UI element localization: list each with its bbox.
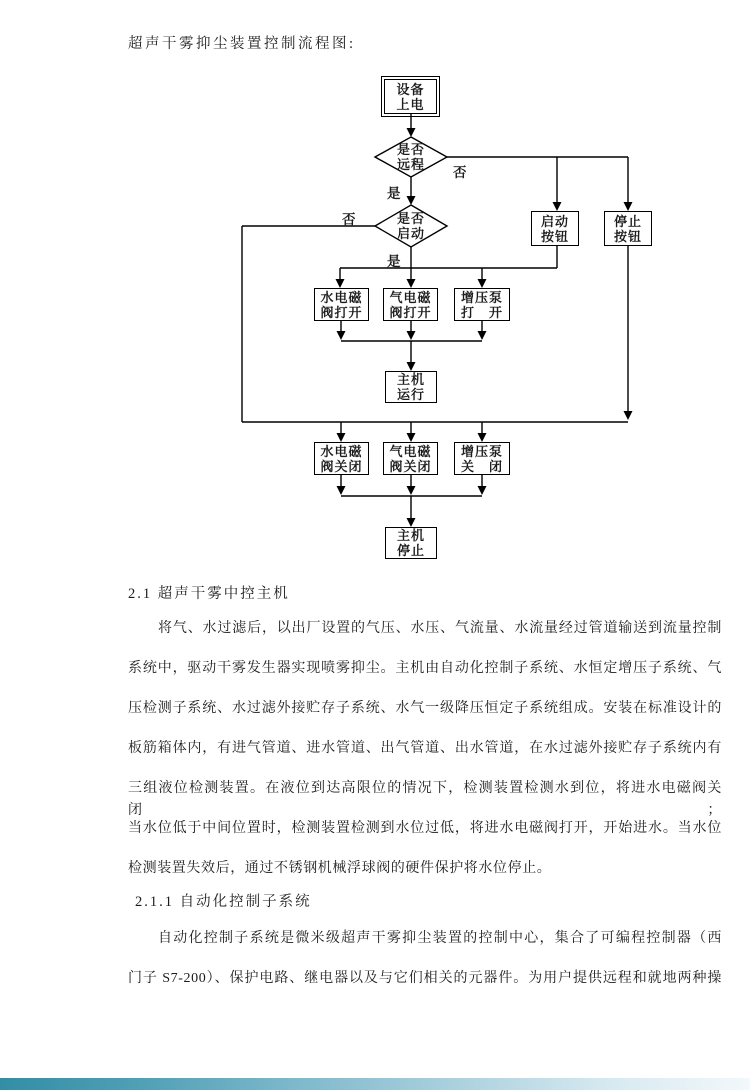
flowchart-node-gas-valve-open: [383, 288, 438, 321]
node-text: 按钮: [613, 228, 642, 244]
node-text: 增压泵: [460, 443, 503, 459]
node-text: 是否: [396, 211, 425, 226]
node-text: 阀关闭: [320, 458, 363, 474]
node-text: 阀打开: [320, 304, 363, 320]
branch-label-yes-start: 是: [387, 254, 401, 269]
flowchart-node-gas-valve-close: [383, 442, 438, 475]
node-text: 启动: [396, 226, 425, 241]
footer-gradient-bar: [0, 1078, 750, 1090]
node-text: 启动: [540, 213, 569, 229]
branch-label-yes-remote: 是: [387, 186, 401, 201]
node-text: 停止: [613, 213, 642, 229]
flowchart-node-host-run: [385, 371, 437, 403]
section-heading-2-1: 2.1 超声干雾中控主机: [128, 586, 290, 602]
flowchart-node-water-valve-open: [314, 288, 369, 321]
node-text: 按钮: [540, 228, 569, 244]
node-text: 运行: [396, 387, 425, 402]
flowchart-node-pump-open: [454, 288, 510, 321]
node-text: 上电: [396, 96, 425, 112]
node-text: 水电磁: [320, 443, 363, 459]
flowchart-node-host-stop: [385, 527, 437, 559]
node-text: 增压泵: [460, 289, 503, 305]
flowchart-decision-is-start: [381, 210, 441, 242]
flowchart-node-pump-close: [454, 442, 510, 475]
node-text: 主机: [396, 372, 425, 387]
paragraph-line: 将气、水过滤后，以出厂设置的气压、水压、气流量、水流量经过管道输送到流量控制: [158, 621, 722, 636]
node-text: 远程: [396, 157, 425, 172]
section-heading-2-1-1: 2.1.1 自动化控制子系统: [135, 894, 312, 910]
node-text: 关 闭: [460, 458, 503, 474]
node-text: 主机: [396, 528, 425, 543]
node-text: 气电磁: [389, 289, 432, 305]
flowchart-node-start-button: [531, 211, 579, 246]
node-text: 阀关闭: [389, 458, 432, 474]
node-text: 设备: [396, 81, 425, 97]
paragraph-line: 压检测子系统、水过滤外接贮存子系统、水气一级降压恒定子系统组成。安装在标准设计的: [128, 701, 722, 716]
node-text: 阀打开: [389, 304, 432, 320]
paragraph-line: 板筋箱体内，有进气管道、进水管道、出气管道、出水管道，在水过滤外接贮存子系统内有: [128, 741, 722, 756]
flowchart-node-water-valve-close: [314, 442, 369, 475]
branch-label-no-start: 否: [342, 212, 356, 227]
paragraph-line: 自动化控制子系统是微米级超声干雾抑尘装置的控制中心，集合了可编程控制器（西: [158, 931, 722, 946]
paragraph-line: 三组液位检测装置。在液位到达高限位的情况下，检测装置检测水到位，将进水电磁阀关闭；: [128, 781, 722, 818]
doc-title: 超声干雾抑尘装置控制流程图:: [128, 36, 356, 52]
node-text: 是否: [396, 142, 425, 157]
node-text: 停止: [396, 543, 425, 558]
paragraph-line: 当水位低于中间位置时，检测装置检测到水位过低，将进水电磁阀打开，开始进水。当水位: [128, 821, 722, 836]
branch-label-no-remote: 否: [453, 165, 467, 180]
paragraph-line: 门子 S7-200）、保护电路、继电器以及与它们相关的元器件。为用户提供远程和就地两种操: [128, 971, 722, 986]
node-text: 气电磁: [389, 443, 432, 459]
paragraph-line: 检测装置失效后，通过不锈钢机械浮球阀的硬件保护将水位停止。: [128, 861, 552, 876]
paragraph-line: 系统中，驱动干雾发生器实现喷雾抑尘。主机由自动化控制子系统、水恒定增压子系统、气: [128, 661, 722, 676]
flowchart-node-stop-button: [604, 211, 652, 246]
flowchart-decision-is-remote: [381, 141, 441, 173]
flowchart-node-power-on: [384, 79, 437, 114]
node-text: 水电磁: [320, 289, 363, 305]
node-text: 打 开: [460, 304, 503, 320]
